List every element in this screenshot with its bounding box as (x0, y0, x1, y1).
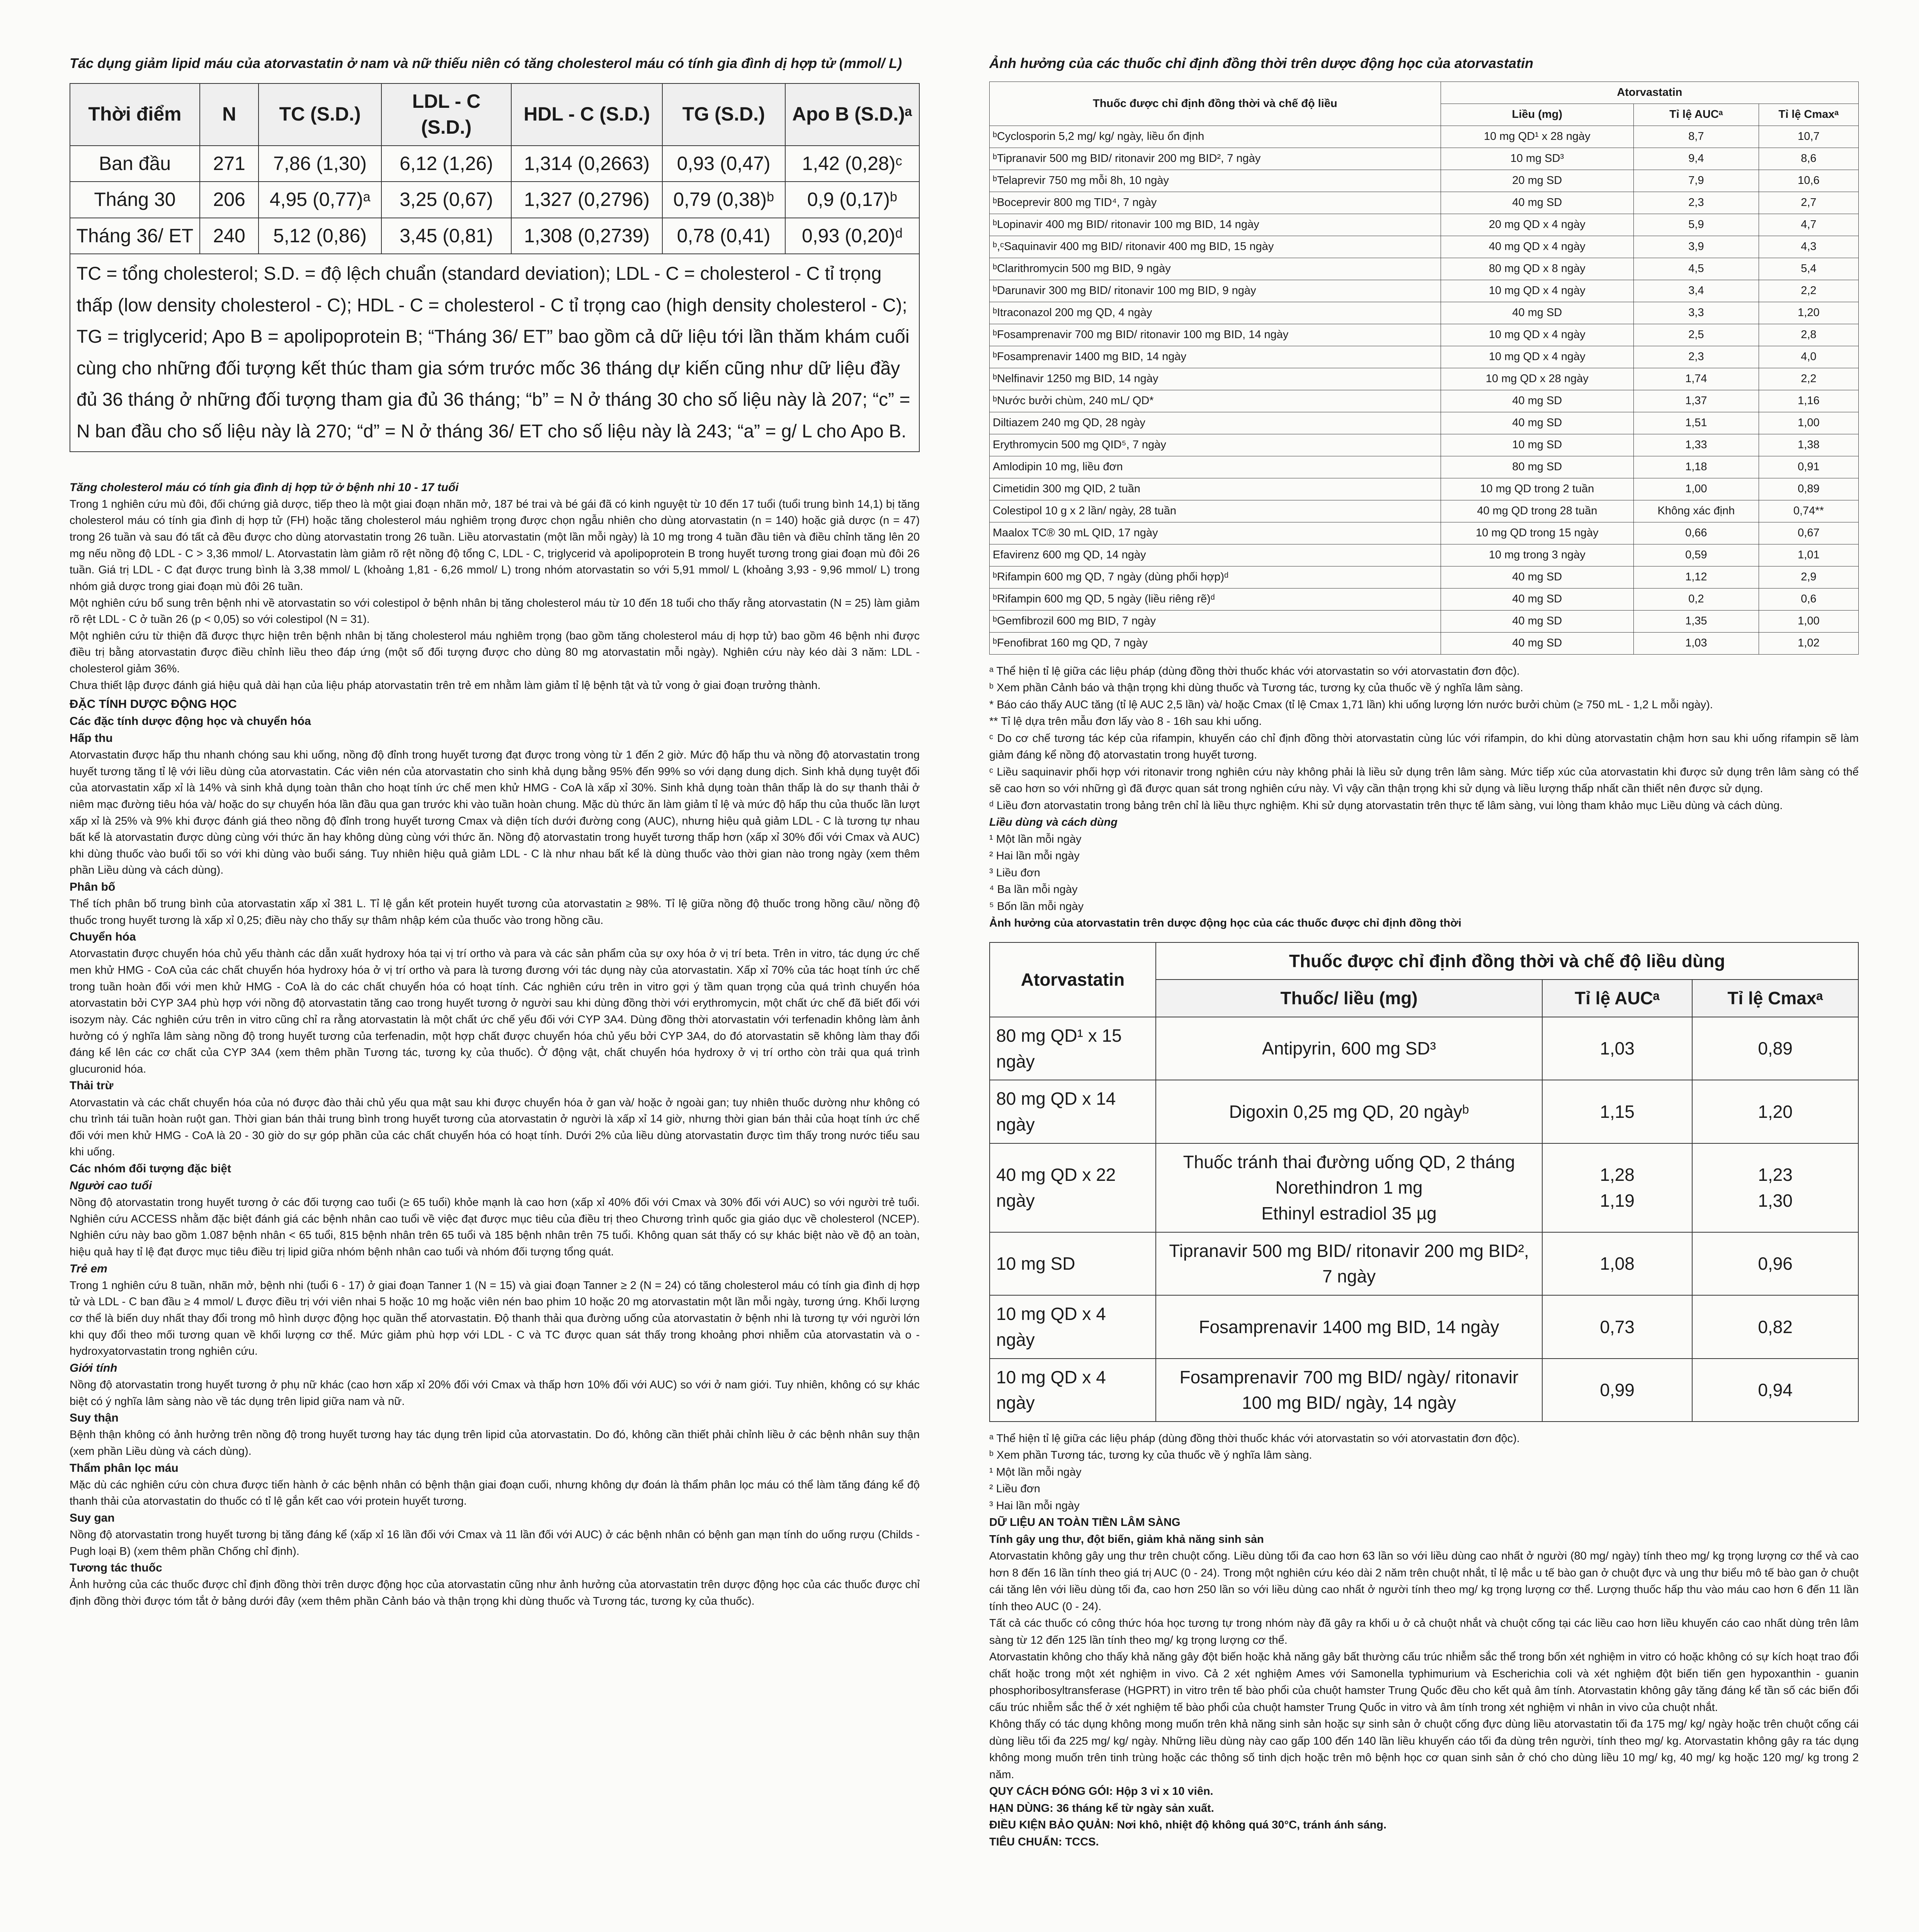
table-cell: 5,9 (1633, 214, 1759, 236)
table-header-row (70, 83, 919, 146)
table-cell: 10 mg SD³ (1441, 148, 1633, 170)
drug-header: Thuốc được chỉ định đồng thời và chế độ liều (990, 82, 1441, 126)
lipid-table-caption: Tác dụng giảm lipid máu của atorvastatin ở nam và nữ thiếu niên có tăng cholesterol máu có tính gia đình dị hợp tử (mmol/ L) (70, 55, 902, 71)
table-cell: Fosamprenavir 1400 mg BID, 14 ngày (1156, 1295, 1542, 1358)
lipid-effect-table (70, 83, 920, 452)
table-cell: 0,89 (1759, 478, 1858, 500)
atorvastatin-header: Atorvastatin (990, 942, 1156, 1017)
table-cell: Erythromycin 500 mg QID⁵, 7 ngày (990, 434, 1441, 456)
note-line: Ảnh hưởng của atorvastatin trên dược động học của các thuốc được chỉ định đồng thời (989, 917, 1461, 930)
table-cell: 7,9 (1633, 170, 1759, 192)
table-cell: 3,25 (0,67) (381, 182, 512, 218)
table-cell: 1,38 (1759, 434, 1858, 456)
paragraph: Trong 1 nghiên cứu mù đôi, đối chứng giả dược, tiếp theo là một giai đoạn nhãn mở, 187 bé trai và bé gái đã có kinh nguyệt từ 10 đến 17 tuổi (tuổi trung bình 14,1) bị tăng cholesterol máu có tính gia đình dị hợp tử (FH) hoặc tăng cholesterol máu nghiêm trọng được chọn ngẫu nhiên cho dùng atorvastatin (n = 140) hoặc giả dược (n = 47) trong 26 tuần và sau đó tất cả đều được cho dùng atorvastatin trong 26 tuần. Liều atorvastatin (một lần mỗi ngày) là 10 mg trong 4 tuần đầu tiên và điều chỉnh tăng lên 20 mg nếu nồng độ LDL - C > 3,36 mmol/ L. Atorvastatin làm giảm rõ rệt nồng độ tổng C, LDL - C, triglycerid và apolipoprotein B trong huyết tương trong giai đoạn mù đôi 26 tuần. Giá trị LDL - C đạt được trung bình là 3,38 mmol/ L (khoảng 1,81 - 6,26 mmol/ L) trong nhóm atorvastatin so với 5,91 mmol/ L (khoảng 3,93 - 9,96 mmol/ L) trong nhóm giả dược trong giai đoạn mù đôi 26 tuần. (70, 498, 920, 593)
table-cell: 0,89 (1692, 1017, 1858, 1080)
note-line: ² Liều đơn (989, 1483, 1040, 1495)
column-header: Liều (mg) (1441, 104, 1633, 126)
column-header: Tỉ lệ AUCᵃ (1633, 104, 1759, 126)
note-line: QUY CÁCH ĐÓNG GÓI: Hộp 3 vỉ x 10 viên. (989, 1785, 1213, 1798)
section-heading: Các nhóm đối tượng đặc biệt (70, 1162, 231, 1175)
table-cell: ᵇFosamprenavir 700 mg BID/ ritonavir 100 mg BID, 14 ngày (990, 324, 1441, 346)
note-line: ³ Hai lần mỗi ngày (989, 1499, 1080, 1512)
note-line: ¹ Một lần mỗi ngày (989, 833, 1082, 845)
note-line: ⁴ Ba lần mỗi ngày (989, 883, 1078, 896)
table-cell: 3,45 (0,81) (381, 218, 512, 254)
table-cell: 240 (200, 218, 259, 254)
table-cell: 0,73 (1542, 1295, 1692, 1358)
table-header-row (990, 942, 1858, 980)
table-cell: 10,7 (1759, 126, 1858, 148)
table-row (990, 1080, 1858, 1143)
section-heading: Trẻ em (70, 1262, 107, 1275)
table-cell: 40 mg SD (1441, 390, 1633, 412)
table-cell: 2,2 (1759, 368, 1858, 390)
table-cell: Tháng 36/ ET (70, 218, 200, 254)
paragraph: Một nghiên cứu bổ sung trên bệnh nhi về atorvastatin so với colestipol ở bệnh nhân bị tăng cholesterol máu từ 10 đến 18 tuổi cho thấy rằng atorvastatin (N = 25) làm giảm rõ rệt LDL - C ở tuần 26 (p < 0,05) so với colestipol (N = 31). (70, 597, 920, 626)
table-cell: 2,7 (1759, 192, 1858, 214)
paragraph: Ảnh hưởng của các thuốc được chỉ định đồng thời trên dược động học của atorvastatin cũng như ảnh hưởng của atorvastatin trên dược động học của các thuốc được chỉ định đồng thời được tóm tắt ở bảng dưới đây (xem thêm phần Cảnh báo và thận trọng khi dùng thuốc và Tương tác, tương kỵ của thuốc). (70, 1578, 920, 1608)
table-cell: 2,5 (1633, 324, 1759, 346)
table-cell: 1,15 (1542, 1080, 1692, 1143)
table-cell: 1,00 (1759, 412, 1858, 434)
table-cell: 40 mg QD x 4 ngày (1441, 236, 1633, 258)
table-cell: 1,37 (1633, 390, 1759, 412)
table-row (990, 1295, 1858, 1358)
table-cell: Ban đầu (70, 146, 200, 182)
table-row (990, 1017, 1858, 1080)
table-row (990, 192, 1859, 214)
table-cell: 40 mg SD (1441, 632, 1633, 654)
table-cell: 1,20 (1692, 1080, 1858, 1143)
table-cell: 4,95 (0,77)ᵃ (259, 182, 381, 218)
safety-and-storage-notes (989, 1430, 1859, 1851)
paragraph: Trong 1 nghiên cứu 8 tuần, nhãn mở, bệnh nhi (tuổi 6 - 17) ở giai đoạn Tanner 1 (N = 15) và giai đoạn Tanner ≥ 2 (N = 24) có tăng cholesterol máu có tính gia đình dị hợp tử và LDL - C ban đầu ≥ 4 mmol/ L được điều trị với viên nhai 5 hoặc 10 mg hoặc viên nén bao phim 10 hoặc 20 mg atorvastatin một lần mỗi ngày, tương ứng. Khối lượng cơ thể là biến duy nhất thay đổi trong mô hình dược động học quần thể atorvastatin. Độ thanh thải qua đường uống của atorvastatin ở bệnh nhi là tương tự với người lớn khi quy đổi theo mối tương quan về khối lượng cơ thể. Mức giảm phù hợp với LDL - C và TC được quan sát thấy trong khoảng phơi nhiễm của atorvastatin và o - hydroxyatorvastatin trong nghiên cứu. (70, 1279, 920, 1358)
note-line: ᵃ Thể hiện tỉ lệ giữa các liệu pháp (dùng đồng thời thuốc khác với atorvastatin so với atorvastatin đơn độc). (989, 665, 1520, 677)
table-cell: ᵇ,ᶜSaquinavir 400 mg BID/ ritonavir 400 mg BID, 15 ngày (990, 236, 1441, 258)
paragraph: Nồng độ atorvastatin trong huyết tương bị tăng đáng kể (xấp xỉ 16 lần đối với Cmax và 11 lần đối với AUC) ở các bệnh nhân có bệnh gan mạn tính do uống rượu (Childs - Pugh loại B) (xem thêm phần Chống chỉ định). (70, 1529, 920, 1558)
table-cell: 0,93 (0,20)ᵈ (785, 218, 919, 254)
table-cell: ᵇFenofibrat 160 mg QD, 7 ngày (990, 632, 1441, 654)
table-cell: 1,314 (0,2663) (511, 146, 662, 182)
paragraph: Nồng độ atorvastatin trong huyết tương ở các đối tượng cao tuổi (≥ 65 tuổi) khỏe mạnh là cao hơn (xấp xỉ 40% đối với Cmax và 30% đối với AUC) so với người trẻ tuổi. Nghiên cứu ACCESS nhằm đặc biệt đánh giá các bệnh nhân cao tuổi về việc đạt được mục tiêu của điều trị theo Chương trình quốc gia giáo dục về cholesterol (NCEP). Nghiên cứu này bao gồm 1.087 bệnh nhân < 65 tuổi, 815 bệnh nhân trên 65 tuổi và 185 bệnh nhân trên 75 tuổi. Không quan sát thấy có sự khác biệt nào về độ an toàn, hiệu quả hay tỉ lệ đạt được mục tiêu điều trị lipid giữa nhóm bệnh nhân cao tuổi và nhóm đối tượng tổng quát. (70, 1196, 920, 1259)
table-cell: 0,6 (1759, 588, 1858, 610)
table-cell: 10 mg QD x 4 ngày (1441, 280, 1633, 302)
table-header-row (990, 82, 1859, 104)
table-cell: 1,42 (0,28)ᶜ (785, 146, 919, 182)
table-cell: 40 mg SD (1441, 412, 1633, 434)
note-line: HẠN DÙNG: 36 tháng kể từ ngày sản xuất. (989, 1802, 1214, 1815)
table-row (990, 170, 1859, 192)
table-row (990, 280, 1859, 302)
table-cell: Colestipol 10 g x 2 lần/ ngày, 28 tuần (990, 500, 1441, 522)
table-cell: 1,08 (1542, 1232, 1692, 1295)
note-line: Tính gây ung thư, đột biến, giảm khả năng sinh sản (989, 1533, 1264, 1546)
section-heading: Các đặc tính dược động học và chuyển hóa (70, 714, 311, 728)
table-row (990, 368, 1859, 390)
column-header: Apo B (S.D.)ᵃ (785, 83, 919, 146)
table-cell: 1,28 1,19 (1542, 1143, 1692, 1232)
table-cell: 5,12 (0,86) (259, 218, 381, 254)
table-cell: 10 mg SD (990, 1232, 1156, 1295)
table-cell: Maalox TC® 30 mL QID, 17 ngày (990, 522, 1441, 544)
section-heading: Thải trừ (70, 1079, 114, 1092)
table-row (990, 478, 1859, 500)
atorvastatin-effect-table (989, 942, 1859, 1422)
table-cell: 0,82 (1692, 1295, 1858, 1358)
section-heading: Phân bố (70, 881, 116, 893)
table-cell: 4,3 (1759, 236, 1858, 258)
table-cell: 10 mg QD trong 2 tuần (1441, 478, 1633, 500)
table-cell: 40 mg SD (1441, 566, 1633, 588)
table-cell: 40 mg SD (1441, 192, 1633, 214)
table-row (990, 324, 1859, 346)
table-cell: 1,12 (1633, 566, 1759, 588)
table-cell: 6,12 (1,26) (381, 146, 512, 182)
table-cell: 4,5 (1633, 258, 1759, 280)
note-line: ³ Liều đơn (989, 866, 1040, 879)
table-cell: 2,3 (1633, 346, 1759, 368)
note-line: ᵇ Xem phần Tương tác, tương kỵ của thuốc về ý nghĩa lâm sàng. (989, 1449, 1312, 1462)
table-row (990, 588, 1859, 610)
table-row (990, 126, 1859, 148)
column-header: N (200, 83, 259, 146)
table-cell: 10 mg QD x 4 ngày (1441, 324, 1633, 346)
table-cell: 0,59 (1633, 544, 1759, 566)
table-cell: 2,9 (1759, 566, 1858, 588)
table-cell: 0,99 (1542, 1359, 1692, 1422)
table-row (990, 610, 1859, 632)
table-cell: ᵇRifampin 600 mg QD, 5 ngày (liều riêng rẽ)ᵈ (990, 588, 1441, 610)
interaction-footnotes (989, 663, 1859, 932)
table-cell: 3,9 (1633, 236, 1759, 258)
paragraph: Atorvastatin và các chất chuyển hóa của nó được đào thải chủ yếu qua mật sau khi được chuyển hóa ở gan và/ hoặc ở ngoài gan; tuy nhiên thuốc dường như không có chu trình tái tuần hoàn ruột gan. Thời gian bán thải trung bình trong huyết tương của atorvastatin ở người là xấp xỉ 14 giờ, nhưng thời gian bán thải của hoạt tính ức chế đối với men khử HMG - CoA là 20 - 30 giờ do sự góp phần của các chất chuyển hóa có hoạt tính. Dưới 2% của liều dùng atorvastatin được tìm thấy trong nước tiểu sau khi uống. (70, 1096, 920, 1158)
table-row (990, 258, 1859, 280)
table-row (990, 434, 1859, 456)
column-header: Tỉ lệ Cmaxᵃ (1692, 980, 1858, 1017)
table-cell: 1,01 (1759, 544, 1858, 566)
table-cell: 20 mg QD x 4 ngày (1441, 214, 1633, 236)
note-line: ᵈ Liều đơn atorvastatin trong bảng trên chỉ là liều thực nghiệm. Khi sử dụng atorvastatin trên thực tế lâm sàng, vui lòng tham khảo mục Liều dùng và cách dùng. (989, 799, 1783, 812)
section-heading: Tương tác thuốc (70, 1561, 162, 1575)
table-cell: 0,91 (1759, 456, 1858, 478)
table-cell: ᵇNelfinavir 1250 mg BID, 14 ngày (990, 368, 1441, 390)
note-line: ᶜ Liều saquinavir phối hợp với ritonavir trong nghiên cứu này không phải là liều sử dụng trên lâm sàng. Mức tiếp xúc của atorvastatin khi được sử dụng trên lâm sàng có thể sẽ cao hơn so với những gì đã được quan sát trong nghiên cứu này. Vì vậy cần thận trọng khi sử dụng và liều lượng thấp nhất cần thiết nên được sử dụng. (989, 765, 1859, 795)
table-cell: 0,67 (1759, 522, 1858, 544)
note-line: ² Hai lần mỗi ngày (989, 850, 1080, 862)
table-row (990, 148, 1859, 170)
table-cell: 1,51 (1633, 412, 1759, 434)
table-cell: 1,74 (1633, 368, 1759, 390)
table-cell: 0,74** (1759, 500, 1858, 522)
table-cell: Tipranavir 500 mg BID/ ritonavir 200 mg BID², 7 ngày (1156, 1232, 1542, 1295)
paragraph: Thể tích phân bố trung bình của atorvastatin xấp xỉ 381 L. Tỉ lệ gắn kết protein huyết tương của atorvastatin ≥ 98%. Tỉ lệ giữa nồng độ thuốc trong hồng cầu/ nồng độ thuốc trong huyết tương là xấp xỉ 0,25; điều này cho thấy sự thâm nhập kém của thuốc vào trong hồng cầu. (70, 898, 920, 927)
note-line: Liều dùng và cách dùng (989, 816, 1118, 829)
paragraph: Atorvastatin được chuyển hóa chủ yếu thành các dẫn xuất hydroxy hóa tại vị trí ortho và para và các sản phẩm của sự oxy hóa ở vị trí beta. Trên in vitro, tác dụng ức chế men khử HMG - CoA của các chất chuyển hóa hydroxy hóa ở vị trí ortho và para là tương đương với tác dụng này của atorvastatin. Xấp xỉ 70% của tác hoạt tính ức chế trong tuần hoàn đối với men khử HMG - CoA là do các chất chuyển hóa có hoạt tính. Các nghiên cứu trên in vitro gợi ý tầm quan trọng của quá trình chuyển hóa atorvastatin bởi CYP 3A4 phù hợp với nồng độ atorvastatin tăng cao trong huyết tương ở người sau khi dùng đồng thời với erythromycin, một chất ức chế đã biết đối với isozym này. Các nghiên cứu trên in vitro cũng chỉ ra rằng atorvastatin là một chất ức chế yếu đối với CYP 3A4. Dùng đồng thời atorvastatin với terfenadin không làm ảnh hưởng có ý nghĩa lâm sàng nồng độ trong huyết tương của terfenadin, một hợp chất được chuyển hóa chủ yếu bởi CYP 3A4, do đó atorvastatin sẽ không làm thay đổi đáng kể lên các cơ chất của CYP 3A4 (xem thêm phần Tương tác, tương kỵ của thuốc). Ở động vật, chất chuyển hóa hydroxy ở vị trí ortho còn trải qua quá trình glucuronid hóa. (70, 947, 920, 1075)
note-line: ** Tỉ lệ dựa trên mẫu đơn lấy vào 8 - 16h sau khi uống. (989, 715, 1262, 728)
table-row (990, 214, 1859, 236)
note-line: ĐIỀU KIỆN BẢO QUẢN: Nơi khô, nhiệt độ không quá 30°C, tránh ánh sáng. (989, 1819, 1387, 1832)
table-row (70, 146, 919, 182)
table-cell: 2,2 (1759, 280, 1858, 302)
table-cell: ᵇCyclosporin 5,2 mg/ kg/ ngày, liều ổn định (990, 126, 1441, 148)
section-heading: Tăng cholesterol máu có tính gia đình dị hợp tử ở bệnh nhi 10 - 17 tuổi (70, 481, 459, 494)
table-cell: 40 mg QD x 22 ngày (990, 1143, 1156, 1232)
table-cell: 20 mg SD (1441, 170, 1633, 192)
table-cell: ᵇFosamprenavir 1400 mg BID, 14 ngày (990, 346, 1441, 368)
table-cell: 0,66 (1633, 522, 1759, 544)
table-cell: 0,96 (1692, 1232, 1858, 1295)
table-cell: ᵇDarunavir 300 mg BID/ ritonavir 100 mg BID, 9 ngày (990, 280, 1441, 302)
table-row (70, 218, 919, 254)
table-cell: 10 mg QD x 4 ngày (1441, 346, 1633, 368)
table-cell: ᵇLopinavir 400 mg BID/ ritonavir 100 mg BID, 14 ngày (990, 214, 1441, 236)
table-cell: 2,8 (1759, 324, 1858, 346)
section-heading: Thẩm phân lọc máu (70, 1461, 179, 1475)
table-cell: 1,00 (1759, 610, 1858, 632)
table-cell: 40 mg SD (1441, 302, 1633, 324)
table-cell: 271 (200, 146, 259, 182)
table-cell: 1,327 (0,2796) (511, 182, 662, 218)
section-heading: Giới tính (70, 1361, 117, 1374)
table-cell: Tháng 30 (70, 182, 200, 218)
column-header: TG (S.D.) (662, 83, 785, 146)
table-cell: 10 mg QD¹ x 28 ngày (1441, 126, 1633, 148)
table-cell: ᵇTipranavir 500 mg BID/ ritonavir 200 mg BID², 7 ngày (990, 148, 1441, 170)
table-cell: 8,7 (1633, 126, 1759, 148)
table-row (990, 236, 1859, 258)
note-line: ⁵ Bốn lần mỗi ngày (989, 900, 1084, 913)
table-cell: 80 mg QD x 8 ngày (1441, 258, 1633, 280)
table-cell: ᵇRifampin 600 mg QD, 7 ngày (dùng phối hợp)ᵈ (990, 566, 1441, 588)
table-cell: 10 mg SD (1441, 434, 1633, 456)
table-cell: Efavirenz 600 mg QD, 14 ngày (990, 544, 1441, 566)
table-cell: 40 mg QD trong 28 tuần (1441, 500, 1633, 522)
table-cell: 80 mg QD¹ x 15 ngày (990, 1017, 1156, 1080)
table-cell: 1,00 (1633, 478, 1759, 500)
column-header: LDL - C (S.D.) (381, 83, 512, 146)
table-row (990, 346, 1859, 368)
table-cell: 1,308 (0,2739) (511, 218, 662, 254)
column-header: Tỉ lệ Cmaxᵃ (1759, 104, 1858, 126)
table-cell: 206 (200, 182, 259, 218)
table-cell: 10 mg QD trong 15 ngày (1441, 522, 1633, 544)
paragraph: Một nghiên cứu từ thiện đã được thực hiện trên bệnh nhân bị tăng cholesterol máu nghiêm trọng (bao gồm tăng cholesterol máu dị hợp tử) bao gồm 46 bệnh nhi được điều trị bằng atorvastatin được điều chỉnh liều theo đáp ứng (một số đối tượng được cho dùng 80 mg atorvastatin mỗi ngày). Nghiên cứu này kéo dài 3 năm: LDL - cholesterol giảm 36%. (70, 629, 920, 675)
right-column (989, 54, 1859, 1932)
table-cell: 1,20 (1759, 302, 1858, 324)
table-cell: 40 mg SD (1441, 610, 1633, 632)
table-cell: 80 mg QD x 14 ngày (990, 1080, 1156, 1143)
table-row (990, 632, 1859, 654)
table-cell: 5,4 (1759, 258, 1858, 280)
column-header: Thời điểm (70, 83, 200, 146)
interaction-table-caption: Ảnh hưởng của các thuốc chỉ định đồng thời trên dược động học của atorvastatin (989, 55, 1533, 71)
note-line: * Báo cáo thấy AUC tăng (tỉ lệ AUC 2,5 lần) và/ hoặc Cmax (tỉ lệ Cmax 1,71 lần) khi uống lượng lớn nước bưởi chùm (≥ 750 mL - 1,2 L mỗi ngày). (989, 698, 1713, 711)
section-heading: Chuyển hóa (70, 930, 136, 944)
table-cell: 8,6 (1759, 148, 1858, 170)
table-cell: 1,02 (1759, 632, 1858, 654)
table-cell: 0,2 (1633, 588, 1759, 610)
table-cell: 1,03 (1633, 632, 1759, 654)
table-cell: 40 mg SD (1441, 588, 1633, 610)
table-cell: 80 mg SD (1441, 456, 1633, 478)
note-line: Tất cả các thuốc có công thức hóa học tương tự trong nhóm này đã gây ra khối u ở cả chuột nhắt và chuột cống tại các liều cao hơn liều khuyến cáo cao nhất dùng trên lâm sàng từ 12 đến 125 lần tính theo mg/ kg trọng lượng cơ thể. (989, 1617, 1859, 1646)
section-heading: Người cao tuổi (70, 1179, 152, 1192)
note-line: Atorvastatin không gây ung thư trên chuột cống. Liều dùng tối đa cao hơn 63 lần so với liều dùng cao nhất ở người (80 mg/ ngày) tính theo mg/ kg trọng lượng cơ thể và cao hơn 8 đến 16 lần tính theo giá trị AUC (0 - 24). Trong một nghiên cứu kéo dài 2 năm trên chuột nhắt, tỉ lệ mắc u tế bào gan ở chuột đực và ung thư biểu mô tế bào gan ở chuột cái tăng lên với liều dùng tối đa, cao hơn 250 lần so với liều dùng cao nhất ở người tính theo mg/ kg trọng lượng cơ thể. Lượng thuốc hấp thu vào máu cao hơn 6 đến 11 lần tính theo AUC (0 - 24). (989, 1550, 1859, 1613)
section-heading: Suy thận (70, 1412, 119, 1425)
table-cell: 10 mg trong 3 ngày (1441, 544, 1633, 566)
table-cell: 1,23 1,30 (1692, 1143, 1858, 1232)
table-cell: ᵇBoceprevir 800 mg TID⁴, 7 ngày (990, 192, 1441, 214)
paragraph: Chưa thiết lập được đánh giá hiệu quả dài hạn của liệu pháp atorvastatin trên trẻ em nhằm làm giảm tỉ lệ bệnh tật và tử vong ở giai đoạn trưởng thành. (70, 679, 821, 692)
table-cell: Cimetidin 300 mg QID, 2 tuần (990, 478, 1441, 500)
table-cell: 1,35 (1633, 610, 1759, 632)
table-cell: Antipyrin, 600 mg SD³ (1156, 1017, 1542, 1080)
table-cell: 10 mg QD x 4 ngày (990, 1295, 1156, 1358)
table-footnote: TC = tổng cholesterol; S.D. = độ lệch chuẩn (standard deviation); LDL - C = cholesterol - C tỉ trọng thấp (low density cholesterol - C); HDL - C = cholesterol - C tỉ trọng cao (high density cholesterol - C); TG = triglycerid; Apo B = apolipoprotein B; “Tháng 36/ ET” bao gồm cả dữ liệu tới lần thăm khám cuối cùng cho những đối tượng kết thúc tham gia sớm trước mốc 36 tháng dự kiến cũng như dữ liệu đầy đủ 36 tháng ở những đối tượng tham gia đủ 36 tháng; “b” = N ở tháng 30 cho số liệu này là 207; “c” = N ban đầu cho số liệu này là 270; “d” = N ở tháng 36/ ET cho số liệu này là 243; “a” = g/ L cho Apo B. (70, 254, 919, 452)
table-row (990, 1359, 1858, 1422)
table-row (70, 182, 919, 218)
note-line: ᶜ Do cơ chế tương tác kép của rifampin, khuyến cáo chỉ định đồng thời atorvastatin cùng lúc với rifampin, do khi dùng atorvastatin chậm hơn sau khi uống rifampin sẽ làm giảm đáng kể nồng độ atorvastatin trong huyết tương. (989, 732, 1859, 762)
table-row (990, 302, 1859, 324)
table-cell: ᵇItraconazol 200 mg QD, 4 ngày (990, 302, 1441, 324)
table-cell: 0,93 (0,47) (662, 146, 785, 182)
column-header: HDL - C (S.D.) (511, 83, 662, 146)
column-header: Thuốc/ liều (mg) (1156, 980, 1542, 1017)
table-cell: 0,79 (0,38)ᵇ (662, 182, 785, 218)
table-footnote-row (70, 254, 919, 452)
table-row (990, 522, 1859, 544)
paragraph: Mặc dù các nghiên cứu còn chưa được tiến hành ở các bệnh nhân có bệnh thận giai đoạn cuối, nhưng không dự đoán là thẩm phân lọc máu có thể làm tăng đáng kể độ thanh thải của atorvastatin do thuốc có tỉ lệ gắn kết cao với protein huyết tương. (70, 1478, 920, 1508)
table-cell: 10 mg QD x 28 ngày (1441, 368, 1633, 390)
table-cell: 9,4 (1633, 148, 1759, 170)
note-line: DỮ LIỆU AN TOÀN TIỀN LÂM SÀNG (989, 1516, 1181, 1529)
table-cell: 4,7 (1759, 214, 1858, 236)
coadministered-header: Thuốc được chỉ định đồng thời và chế độ liều dùng (1156, 942, 1858, 980)
table-cell: ᵇClarithromycin 500 mg BID, 9 ngày (990, 258, 1441, 280)
table-cell: 1,16 (1759, 390, 1858, 412)
table-cell: Không xác định (1633, 500, 1759, 522)
note-line: TIÊU CHUẨN: TCCS. (989, 1835, 1099, 1848)
table-cell: Thuốc tránh thai đường uống QD, 2 tháng Norethindron 1 mg Ethinyl estradiol 35 µg (1156, 1143, 1542, 1232)
atorvastatin-header: Atorvastatin (1441, 82, 1858, 104)
table-cell: ᵇGemfibrozil 600 mg BID, 7 ngày (990, 610, 1441, 632)
section-heading: ĐẶC TÍNH DƯỢC ĐỘNG HỌC (70, 697, 237, 711)
table-cell: 10 mg QD x 4 ngày (990, 1359, 1156, 1422)
table-cell: 0,78 (0,41) (662, 218, 785, 254)
table-cell: 3,3 (1633, 302, 1759, 324)
table-row (990, 1143, 1858, 1232)
note-line: ¹ Một lần mỗi ngày (989, 1466, 1082, 1478)
paragraph: Bệnh thận không có ảnh hưởng trên nồng độ trong huyết tương hay tác dụng trên lipid của atorvastatin. Do đó, không cần thiết phải chỉnh liều ở các bệnh nhân suy thận (xem phần Liều dùng và cách dùng). (70, 1429, 920, 1458)
left-column (70, 54, 920, 1932)
table-cell: Digoxin 0,25 mg QD, 20 ngàyᵇ (1156, 1080, 1542, 1143)
coadministered-drugs-table (989, 82, 1859, 655)
table-cell: 3,4 (1633, 280, 1759, 302)
table-cell: ᵇNước bưởi chùm, 240 mL/ QD* (990, 390, 1441, 412)
table-cell: 1,33 (1633, 434, 1759, 456)
table-cell: 0,9 (0,17)ᵇ (785, 182, 919, 218)
table-cell: 4,0 (1759, 346, 1858, 368)
table-cell: 0,94 (1692, 1359, 1858, 1422)
table-row (990, 412, 1859, 434)
paragraph: Nồng độ atorvastatin trong huyết tương ở phụ nữ khác (cao hơn xấp xỉ 20% đối với Cmax và thấp hơn 10% đối với AUC) so với ở nam giới. Tuy nhiên, không có sự khác biệt có ý nghĩa lâm sàng nào về tác dụng trên lipid giữa nam và nữ. (70, 1379, 920, 1408)
table-cell: 1,18 (1633, 456, 1759, 478)
note-line: ᵇ Xem phần Cảnh báo và thận trọng khi dùng thuốc và Tương tác, tương kỵ của thuốc về ý nghĩa lâm sàng. (989, 682, 1523, 694)
section-heading: Suy gan (70, 1511, 115, 1524)
table-cell: Diltiazem 240 mg QD, 28 ngày (990, 412, 1441, 434)
table-cell: 7,86 (1,30) (259, 146, 381, 182)
column-header: TC (S.D.) (259, 83, 381, 146)
table-cell: 2,3 (1633, 192, 1759, 214)
table-row (990, 500, 1859, 522)
table-cell: ᵇTelaprevir 750 mg mỗi 8h, 10 ngày (990, 170, 1441, 192)
table-cell: 1,03 (1542, 1017, 1692, 1080)
table-row (990, 566, 1859, 588)
column-header: Tỉ lệ AUCᵃ (1542, 980, 1692, 1017)
table-cell: Amlodipin 10 mg, liều đơn (990, 456, 1441, 478)
table-cell: 10,6 (1759, 170, 1858, 192)
note-line: Atorvastatin không cho thấy khả năng gây đột biến hoặc khả năng gây bất thường cấu trúc nhiễm sắc thể trong bốn xét nghiệm in vitro có hoặc không có sự kích hoạt trao đổi chất hoặc trong một xét nghiệm in vivo. Cả 2 xét nghiệm Ames với Samonella typhimurium và Escherichia coli và xét nghiệm đột biến tiến gen hypoxanthin - guanin phosphoribosyltransferase (HGPRT) in vitro trên tế bào phổi của chuột hamster Trung Quốc đều cho kết quả âm tính. Atorvastatin không gây tăng đáng kể tần số các biến đổi cấu trúc nhiễm sắc thể ở xét nghiệm tế bào phổi của chuột hamster Trung Quốc in vitro và âm tính trong xét nghiệm vi nhân in vivo của chuột nhắt. (989, 1651, 1859, 1714)
table-row (990, 544, 1859, 566)
table-row (990, 390, 1859, 412)
note-line: ᵃ Thể hiện tỉ lệ giữa các liệu pháp (dùng đồng thời thuốc khác với atorvastatin so với atorvastatin đơn độc). (989, 1432, 1520, 1445)
table-row (990, 456, 1859, 478)
section-heading: Hấp thu (70, 731, 113, 745)
table-cell: Fosamprenavir 700 mg BID/ ngày/ ritonavir 100 mg BID/ ngày, 14 ngày (1156, 1359, 1542, 1422)
note-line: Không thấy có tác dụng không mong muốn trên khả năng sinh sản hoặc sự sinh sản ở chuột cống đực dùng liều atorvastatin tối đa 175 mg/ kg/ ngày hoặc trên chuột cống cái dùng liều tối đa 225 mg/ kg/ ngày. Những liều dùng này cao gấp 100 đến 140 lần liều khuyến cáo tối đa dùng trên người, tính theo mg/ kg. Atorvastatin không gây ra tác dụng không mong muốn trên tinh trùng hoặc các thông số tinh dịch hoặc trên mô bệnh học cơ quan sinh sản ở chó cho dùng liều 10 mg/ kg, 40 mg/ kg hoặc 120 mg/ kg trong 2 năm. (989, 1718, 1859, 1781)
table-row (990, 1232, 1858, 1295)
pharmacokinetics-section (70, 479, 920, 1610)
paragraph: Atorvastatin được hấp thu nhanh chóng sau khi uống, nồng độ đỉnh trong huyết tương đạt được trong vòng từ 1 đến 2 giờ. Mức độ hấp thu và nồng độ atorvastatin trong huyết tương tăng tỉ lệ với liều dùng của atorvastatin. Các viên nén của atorvastatin cho sinh khả dụng bằng 95% đến 99% so với dạng dung dịch. Sinh khả dụng tuyệt đối của atorvastatin xấp xỉ là 14% và sinh khả dụng toàn thân cho hoạt tính ức chế men khử HMG - CoA là xấp xỉ 30%. Sinh khả dụng toàn thân thấp là do sự thanh thải ở niêm mạc đường tiêu hóa và/ hoặc do sự chuyển hóa lần đầu qua gan trước khi vào tuần hoàn chung. Mặc dù thức ăn làm giảm tỉ lệ và mức độ hấp thu của thuốc lần lượt xấp xỉ là 25% và 9% khi được đánh giá theo nồng độ đỉnh trong huyết tương Cmax và diện tích dưới đường cong (AUC), nhưng hiệu quả giảm LDL - C là tương tự nhau bất kể là atorvastatin được dùng cùng với thức ăn hay không dùng cùng với thức ăn. Nồng độ atorvastatin trong huyết tương thấp hơn (xấp xỉ 30% đối với Cmax và AUC) khi dùng thuốc vào buổi tối so với khi dùng vào buổi sáng. Tuy nhiên hiệu quả giảm LDL - C là như nhau bất kể là dùng thuốc vào thời gian nào trong ngày (xem thêm phần Liều dùng và cách dùng). (70, 749, 920, 877)
